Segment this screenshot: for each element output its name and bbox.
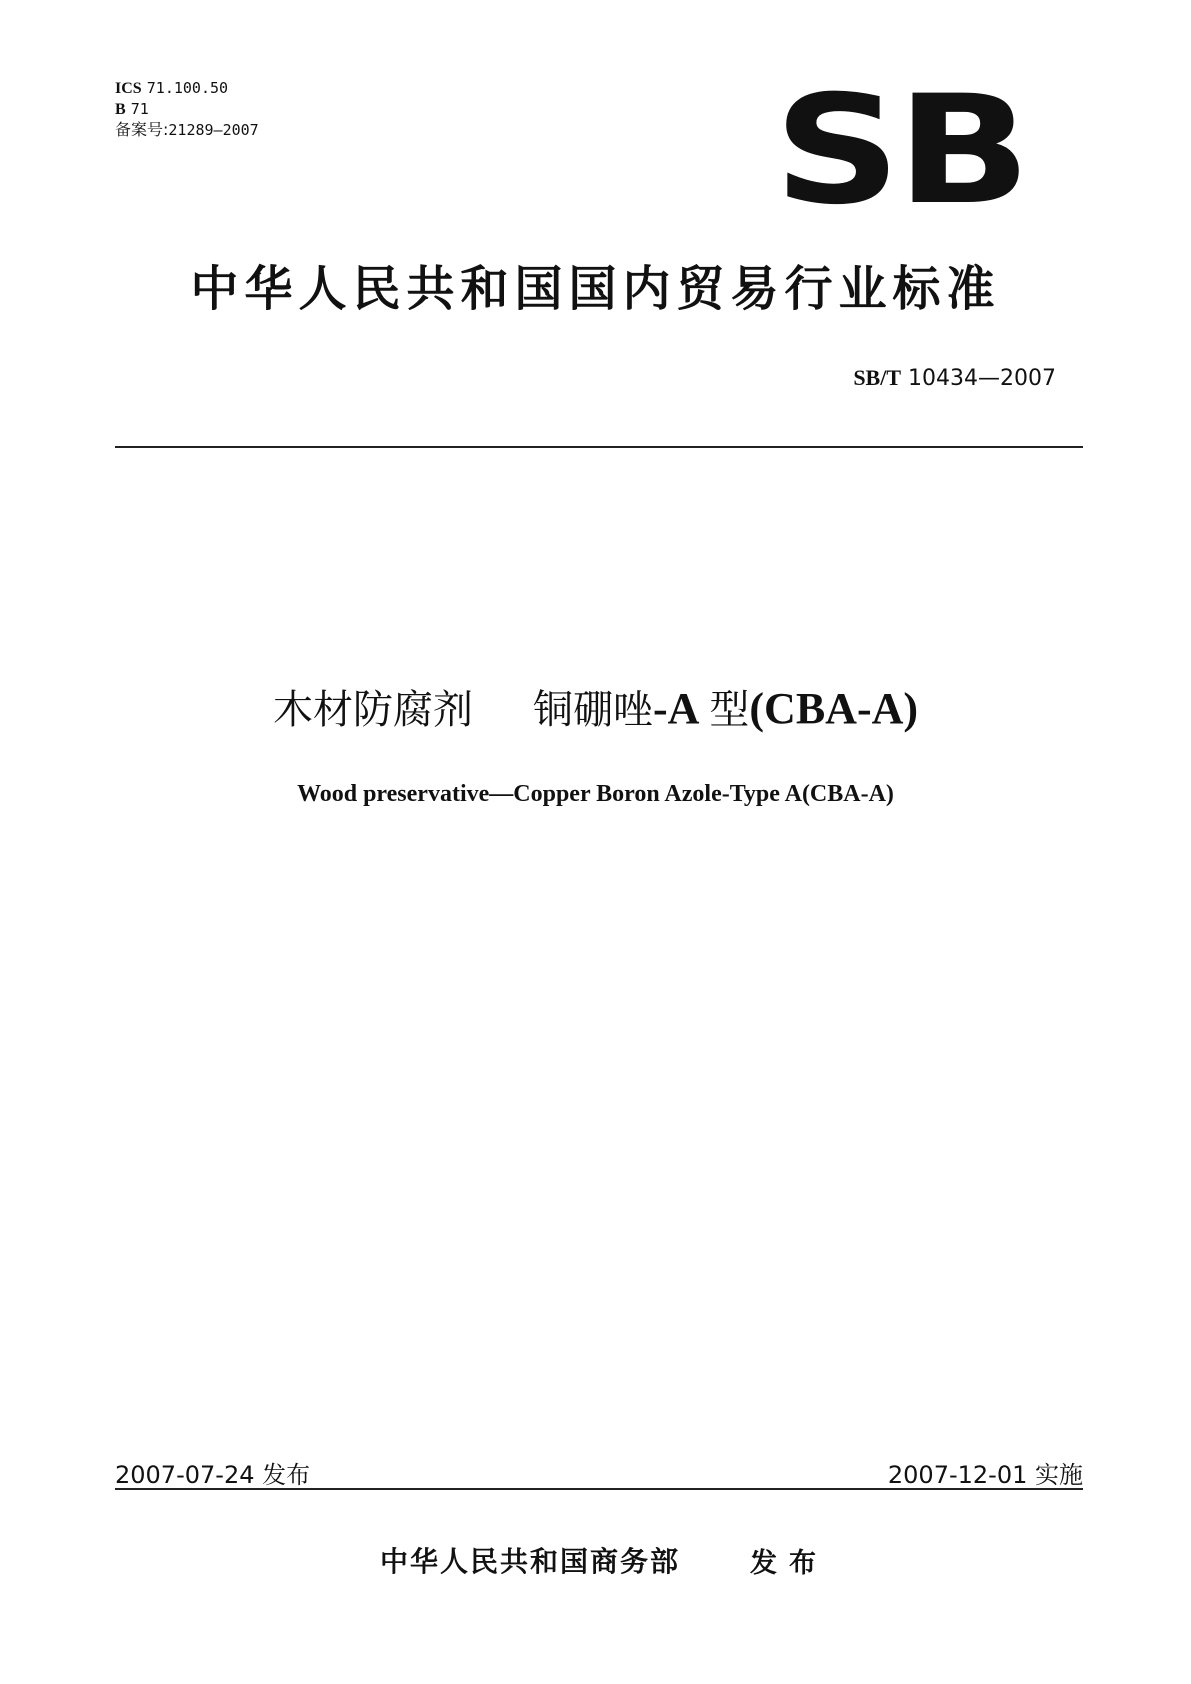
- title-cn-part4: 型: [709, 687, 750, 733]
- publish-date: 2007-07-24 发布: [115, 1461, 311, 1489]
- ics-value: 71.100.50: [146, 79, 229, 97]
- issue-label: 发布: [750, 1548, 828, 1579]
- top-divider: [115, 446, 1083, 448]
- ics-label: ICS: [115, 80, 142, 97]
- effective-date: 2007-12-01 实施: [887, 1461, 1083, 1489]
- title-cn-part5: (CBA-A): [749, 684, 919, 733]
- code-prefix: SB/T: [853, 365, 902, 390]
- ics-line: [115, 78, 228, 99]
- title-cn-part3: -A: [652, 684, 700, 733]
- record-value: 21289—2007: [168, 121, 259, 139]
- ccs-label: B: [115, 101, 126, 118]
- ccs-line: [115, 99, 149, 120]
- ccs-value: 71: [130, 100, 149, 118]
- record-line: [115, 120, 259, 140]
- standard-title: 中华人民共和国国内贸易行业标准: [190, 261, 1001, 317]
- document-title-cn: [0, 678, 1191, 735]
- standard-code: [853, 365, 1056, 391]
- document-title-en: Wood preservative—Copper Boron Azole-Type A(CBA-A): [297, 781, 894, 807]
- title-cn-part1: 木材防腐剂: [272, 687, 473, 733]
- issuer: 中华人民共和国商务部: [380, 1545, 681, 1578]
- record-label: 备案号:: [115, 120, 169, 139]
- bottom-divider: [115, 1488, 1083, 1490]
- sb-logo: SB: [773, 64, 1027, 238]
- code-number: 10434—2007: [908, 366, 1056, 391]
- title-cn-part2: 铜硼唑: [532, 687, 653, 733]
